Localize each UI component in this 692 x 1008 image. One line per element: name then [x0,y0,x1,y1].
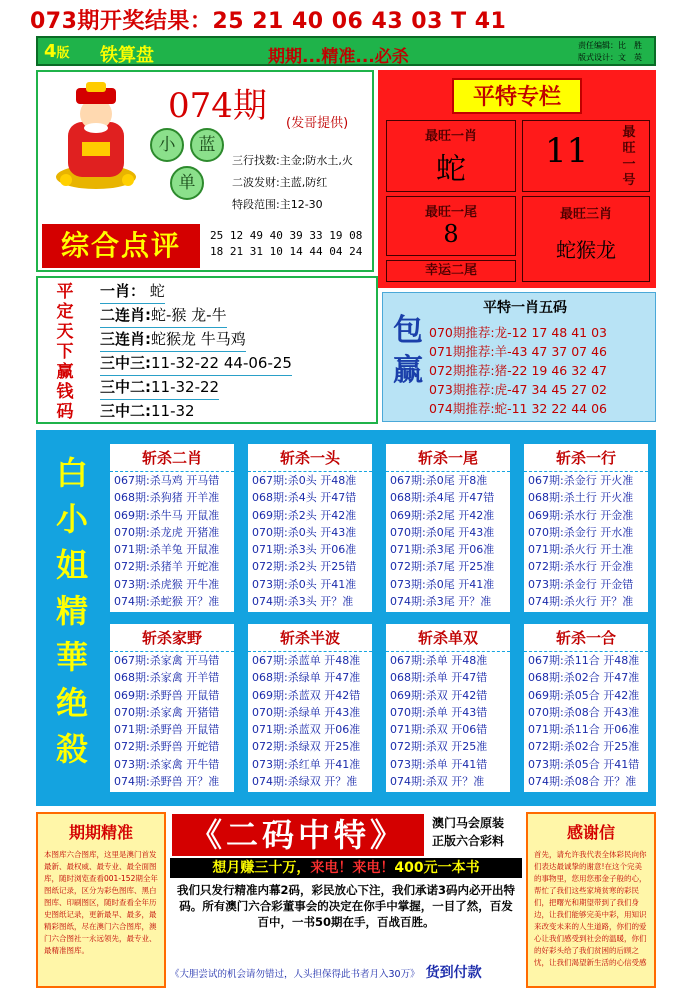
list-item: 067期:杀金行 开火准 [528,474,634,487]
info-line-colors: 二波发财:主蓝,防红 [232,176,328,189]
vertical-char: 精 [55,592,88,630]
official-line: 澳门马会原装 [432,816,505,830]
list-item: 073期:杀05合 开41错 [528,757,640,771]
list-item: 069期:杀牛马 开鼠准 [114,508,220,522]
kill-box-title: 斩杀一行 [524,444,648,472]
precise-text: 本图库六合图库，这里是澳门首发最新、最权威、最专业、最全面图库，随时浏览查看001-152期全年图纸记录，区分为彩色图库、黑白图库、印刷图区，随时查看全年历史图纸记录，更新最早、最多，最精彩图纸，尽在澳门六合图库，澳门六合图社一永远领先，最专业、最精准图库。 [44,850,158,955]
list-item: 074期:杀火行 开？准 [528,595,634,609]
row-label: 三连肖: [100,330,151,348]
list-item [100,376,219,400]
precise-panel [36,812,166,988]
top-number-cell [522,120,650,192]
pingte-title: 平特专栏 [452,78,582,114]
top-tail-label: 最旺一尾 [424,205,477,220]
kill-box-title: 斩杀单双 [386,624,510,652]
list-item: 071期:杀3头 开06准 [252,543,357,557]
list-item: 069期:杀水行 开金准 [528,508,634,522]
recommend-panel [382,292,656,422]
edition-label [44,41,70,62]
bao-ying [393,311,423,391]
list-item: 068期:杀绿单 开47准 [252,671,361,685]
list-item: 074期:杀野兽 开？准 [114,775,220,789]
bao-char: 包 [393,313,423,348]
list-item: 070期:杀家禽 开猪错 [114,705,220,719]
vertical-slogan [48,282,82,422]
list-item: 067期:杀家禽 开马错 [114,654,220,667]
ad-text: 我们只发行精准内幕2码，彩民放心下注，我们承诺3码内必开出特码。所有澳门六合彩董事会的决定在你手中掌握，一目了然，百发百中，一书50期在手，百战百胜。 [177,883,515,929]
row-label: 三中三: [100,354,151,372]
list-item: 072期推荐:猪-22 19 46 32 47 [429,363,608,378]
kill-box [110,444,234,612]
list-item: 068期:杀土行 开火准 [528,491,634,505]
list-item: 068期:杀单 开47错 [390,671,488,685]
official-label [432,814,504,850]
thanks-text: 首先，请允许我代表全体彩民向你们表达最诚挚的谢意!在这个完美的事物里，您用您那金子般的心，帮忙了我们这些家境贫寒的彩民们，把曙光和期望带到了我们身边，让我们能够完美中彩，用知识来改变未来的人生道路，你们的爱心让我们感受到社会的温暖，你们的好彩头给了我们贫困的后顾之忧，让我们渴望新生活的心信受感 [534,850,647,967]
recommend-title: 平特一肖五码 [483,300,567,316]
edition-number: 4 [44,41,57,62]
list-item: 069期:杀蓝双 开42错 [252,688,361,702]
list-item: 072期:杀02合 开25准 [528,740,640,754]
row-label: 二连肖: [100,306,151,324]
top-zodiac-label: 最旺一肖 [424,129,477,144]
list-item: 071期:杀羊兔 开鼠准 [114,543,220,557]
top-zodiac-value: 蛇 [436,152,466,187]
kill-box [110,624,234,792]
credits [578,40,642,64]
list-item: 072期:杀水行 开金准 [528,560,634,574]
row-value: 蛇 [149,282,165,300]
kill-box-title: 斩杀半波 [248,624,372,652]
header-bar [36,36,656,66]
list-item: 071期:杀蓝双 开06准 [252,723,361,737]
top-number-value: 11 [545,131,589,171]
thanks-panel [526,812,656,988]
list-item: 073期:杀单 开41错 [390,757,488,771]
info-line-elements: 三行找数:主金;防水土,火 [232,154,353,167]
vertical-title [44,450,100,772]
top-tail-cell [386,196,516,256]
list-item: 068期:杀4尾 开47错 [390,491,495,505]
row-label: 三中二: [100,402,151,420]
vertical-char: 殺 [55,730,88,768]
top-number-label: 最旺一号 [622,125,636,188]
slogan-pre: 想月赚三十万， [212,860,311,876]
list-item: 070期:杀金行 开水准 [528,525,634,539]
list-item: 074期:杀双 开？准 [390,775,485,789]
ad-footer-text: 《大胆尝试的机会请勿错过，人头担保得此书者月入30万》 [170,969,420,980]
vertical-char: 平 [56,282,74,302]
ad-slogan [170,858,522,878]
kill-box-title: 斩杀一合 [524,624,648,652]
row-value: 11-32 [151,402,195,420]
kill-box-title: 斩杀一头 [248,444,372,472]
row-value: 11-32-22 44-06-25 [151,354,292,372]
row-label: 三中二: [100,378,151,396]
list-item: 074期:杀3尾 开？准 [390,595,492,609]
list-item [100,280,165,304]
list-item: 067期:杀蓝单 开48准 [252,654,361,667]
issue-title: 074期 [168,86,267,126]
list-item: 070期:杀龙虎 开猪准 [114,525,220,539]
list-item: 072期:杀绿双 开25准 [252,740,361,754]
official-line: 正版六合彩料 [432,834,505,848]
list-item: 067期:杀0尾 开8准 [390,474,488,487]
list-item: 067期:杀0头 开48准 [252,474,357,487]
kill-box [386,624,510,792]
pingte-panel [378,70,656,288]
list-item: 068期:杀4头 开47错 [252,491,357,505]
list-item: 073期推荐:虎-47 34 45 27 02 [429,382,608,397]
ad-title: 《二码中特》 [172,814,424,856]
numbers-row: 25 12 49 40 39 33 19 08 [210,229,363,242]
list-item: 073期:杀虎猴 开牛准 [114,577,220,591]
issue-panel [36,70,374,272]
provider: (发哥提供) [286,116,349,131]
lucky-tail-cell [386,260,516,282]
list-item [100,400,195,424]
vertical-char: 定 [56,302,74,322]
list-item: 073期:杀红单 开41准 [252,757,361,771]
kill-box [524,624,648,792]
row-label: 一肖： [100,282,146,300]
top-zodiac-cell [386,120,516,192]
vertical-char: 天 [56,322,74,342]
list-item [100,328,246,352]
editor-credit: 责任编辑：比 胜 [578,41,642,50]
list-item: 074期:杀08合 开？准 [528,775,637,789]
circle-odd: 单 [170,166,204,200]
draw-result-banner: 073期开奖结果：25 21 40 06 43 03 T 41 [30,9,507,34]
list-item: 069期:杀双 开42错 [390,688,488,702]
list-item: 073期:杀家禽 开牛错 [114,757,220,771]
circle-blue: 蓝 [190,128,224,162]
list-item: 073期:杀0头 开41准 [252,577,357,591]
edition-suffix: 版 [56,46,70,61]
list-item: 068期:杀家禽 开羊错 [114,671,220,685]
list-item [100,304,227,328]
list-item: 071期推荐:羊-43 47 37 07 46 [429,344,608,359]
row-value: 蛇猴龙 牛马鸡 [151,330,246,348]
numbers-row: 18 21 31 10 14 44 04 24 [210,245,363,258]
list-item: 070期:杀0尾 开43准 [390,525,495,539]
vertical-char: 钱 [56,382,74,402]
top-three-zodiac-label: 最旺三肖 [559,207,612,222]
review-title: 综合点评 [42,224,200,268]
list-item: 070期:杀08合 开43准 [528,705,640,719]
fortune-god-icon [46,82,146,192]
list-item: 067期:杀11合 开48准 [528,654,640,667]
list-item: 072期:杀7尾 开25准 [390,560,495,574]
review-numbers [210,228,362,260]
list-item: 069期:杀2头 开42准 [252,508,357,522]
list-item: 072期:杀2头 开25错 [252,560,357,574]
list-item: 069期:杀05合 开42准 [528,688,640,702]
list-item: 070期推荐:龙-12 17 48 41 03 [429,325,608,340]
info-line-range: 特段范围:主12-30 [232,198,323,211]
list-item: 074期:杀绿双 开？准 [252,775,358,789]
list-item: 073期:杀0尾 开41准 [390,577,495,591]
kill-box [524,444,648,612]
kill-box [386,444,510,612]
designer-credit: 版式设计：文 英 [578,53,642,62]
list-item: 072期:杀猪羊 开蛇准 [114,560,220,574]
list-item: 070期:杀单 开43错 [390,705,488,719]
list-item: 071期:杀火行 开土准 [528,543,634,557]
list-item: 071期:杀11合 开06准 [528,723,640,737]
list-item: 067期:杀单 开48准 [390,654,488,667]
vertical-char: 小 [55,500,88,538]
top-tail-value: 8 [443,220,459,248]
list-item: 074期:杀3头 开？准 [252,595,354,609]
top-three-zodiac-value: 蛇猴龙 [556,238,616,262]
cash-on-delivery: 货到付款 [425,965,482,981]
list-item: 069期:杀野兽 开鼠错 [114,688,220,702]
list-item [100,352,292,376]
slogan-call: 来电！来电！ [310,860,395,876]
list-item: 069期:杀2尾 开42准 [390,508,495,522]
vertical-char: 赢 [56,362,74,382]
precise-title: 期期精准 [68,823,133,842]
slogan-post: 400元一本书 [394,860,480,876]
kill-box [248,624,372,792]
lucky-tail-label: 幸运二尾 [424,263,477,278]
ad-footer [170,962,522,982]
vertical-char: 白 [55,454,88,492]
kill-box-title: 斩杀一尾 [386,444,510,472]
row-value: 蛇-猴 龙-牛 [151,306,227,324]
list-item: 072期:杀野兽 开蛇错 [114,740,220,754]
list-item: 073期:杀金行 开金错 [528,577,634,591]
list-item: 074期:杀蛇猴 开？准 [114,595,220,609]
header-slogan: 期期...精准...必杀 [268,47,409,67]
list-item: 068期:杀狗猪 开羊准 [114,491,220,505]
list-item: 067期:杀马鸡 开马错 [114,474,220,487]
kill-box-title: 斩杀家野 [110,624,234,652]
row-value: 11-32-22 [151,378,220,396]
list-item: 070期:杀绿单 开43准 [252,705,361,719]
list-item: 074期推荐:蛇-11 32 22 44 06 [429,401,608,416]
circle-small: 小 [150,128,184,162]
thanks-title: 感谢信 [566,823,615,842]
list-item: 070期:杀0头 开43准 [252,525,357,539]
bao-char: 赢 [393,353,423,388]
kill-panel [36,430,656,806]
vertical-char: 下 [56,342,74,362]
vertical-char: 華 [55,638,88,676]
list-item: 071期:杀双 开06错 [390,723,488,737]
vertical-char: 码 [56,402,74,422]
list-item: 068期:杀02合 开47准 [528,671,640,685]
vertical-char: 姐 [55,546,88,584]
list-item: 071期:杀3尾 开06准 [390,543,495,557]
top-three-zodiac-cell [522,196,650,282]
winning-list-panel [36,276,378,424]
list-item: 071期:杀野兽 开鼠错 [114,723,220,737]
list-item: 072期:杀双 开25准 [390,740,488,754]
ad-panel [170,812,522,988]
kill-box [248,444,372,612]
board-name: 铁算盘 [100,45,154,66]
kill-box-title: 斩杀二肖 [110,444,234,472]
vertical-char: 绝 [55,684,88,722]
